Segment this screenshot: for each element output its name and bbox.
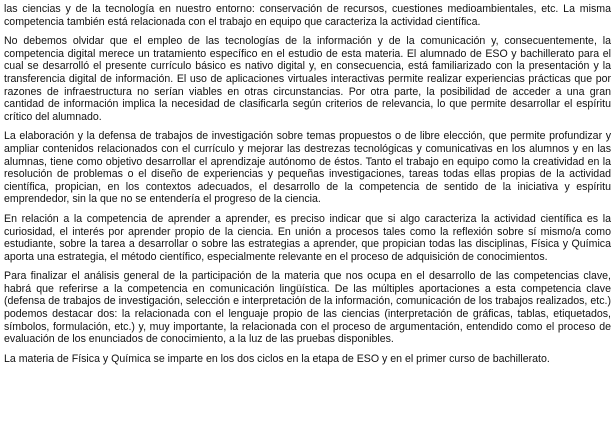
document-page (4, 3, 611, 372)
paragraph-trabajos-investigacion: La elaboración y la defensa de trabajos de investigación sobre temas propuestos o de libre elección, que permite profundizar y ampliar contenidos relacionados con el currículo y mejorar las destrezas tecnológicas y comunicativas en los alumnos y en las alumnas, tiene como objetivo desarrollar el aprendizaje autónomo de éstos. Tanto el trabajo en equipo como la creatividad en la resolución de problemas o el diseño de experiencias y pequeñas investigaciones, tareas todas ellas propias de la actividad científica, propician, en los contextos adecuados, el desarrollo de la competencia de sentido de la iniciativa y espíritu emprendedor, sin la que no se entendería el progreso de la ciencia. (4, 130, 611, 206)
paragraph-competencia-digital: No debemos olvidar que el empleo de las tecnologías de la información y de la comunicación y, consecuentemente, la competencia digital merece un tratamiento específico en el estudio de esta materia. El alumnado de ESO y bachillerato para el cual se desarrolló el presente currículo básico es nativo digital y, en consecuencia, está familiarizado con la presentación y la transferencia digital de información. El uso de aplicaciones virtuales interactivas permite realizar experiencias prácticas que por razones de infraestructura no serían viables en otras circunstancias. Por otra parte, la posibilidad de acceder a una gran cantidad de información implica la necesidad de clasificarla según criterios de relevancia, lo que permite desarrollar el espíritu crítico del alumnado. (4, 35, 611, 123)
paragraph-aprender-a-aprender: En relación a la competencia de aprender a aprender, es preciso indicar que si algo caracteriza la actividad científica es la curiosidad, el interés por aprender propio de la ciencia. En unión a procesos tales como la reflexión sobre sí mismo/a como estudiante, sobre la tarea a desarrollar o sobre las estrategias a aprender, que propician todas las disciplinas, Física y Química aporta una estrategia, el método científico, especialmente relevante en el proceso de adquisición de conocimientos. (4, 212, 611, 263)
paragraph-ciclos-etapa: La materia de Física y Química se imparte en los dos ciclos en la etapa de ESO y en el primer curso de bachillerato. (4, 352, 550, 365)
paragraph-competencia-cientifica: las ciencias y de la tecnología en nuestro entorno: conservación de recursos, cuestiones medioambientales, etc. La misma competencia también está relacionada con el trabajo en equipo que caracteriza la actividad científica. (4, 3, 611, 28)
paragraph-comunicacion-linguistica: Para finalizar el análisis general de la participación de la materia que nos ocupa en el desarrollo de las competencias clave, habrá que referirse a la competencia en comunicación lingüística. De las múltiples aportaciones a esta competencia clave (defensa de trabajos de investigación, selección e interpretación de la información, comunicación de los trabajos realizados, etc.) podemos destacar dos: la relacionada con el lenguaje propio de las ciencias (interpretación de gráficas, tablas, etiquetados, símbolos, formulación, etc.) y, muy importante, la relacionada con el proceso de argumentación, entendido como el proceso de evaluación de los enunciados de conocimiento, a la luz de las pruebas disponibles. (4, 270, 611, 346)
